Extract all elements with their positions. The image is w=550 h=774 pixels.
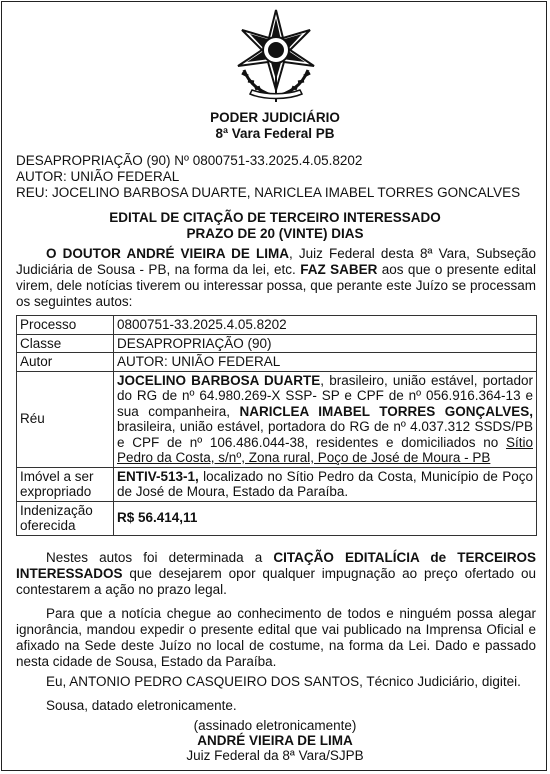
intro-text2: aos que o presente edital virem, dele notícias tiverem ou interessar possa, que perante este Juízo se processam os seguintes autos: bbox=[16, 262, 536, 309]
typist-paragraph bbox=[16, 674, 536, 690]
case-meta-line3: REU: JOCELINO BARBOSA DUARTE, NARICLEA IMABEL TORRES GONCALVES bbox=[16, 185, 521, 200]
reu-value bbox=[114, 371, 537, 467]
para3-text: Eu, ANTONIO PEDRO CASQUEIRO DOS SANTOS, Técnico Judiciário, digitei. bbox=[46, 674, 521, 689]
intro-paragraph bbox=[16, 246, 536, 310]
table-row bbox=[17, 353, 537, 372]
citation-paragraph bbox=[16, 550, 536, 598]
date-paragraph bbox=[16, 698, 536, 714]
edital-document bbox=[1, 1, 547, 771]
para4-text: Sousa, datado eletronicamente. bbox=[46, 698, 237, 713]
processo-label: Processo bbox=[17, 316, 114, 335]
para1-bold: CITAÇÃO EDITALÍCIA de TERCEIROS INTERESSADOS bbox=[16, 550, 536, 581]
publication-paragraph bbox=[16, 606, 536, 670]
reu-address: Sítio Pedro da Costa, s/nº, Zona rural, Poço de José de Moura - PB bbox=[117, 434, 533, 465]
reu-text1: , brasileiro, união estável, portador do RG de nº 64.980.269-X SSP- SP e CPF de nº 056.916.364-13 e sua companheira, bbox=[117, 372, 533, 419]
imovel-text: localizado no Sítio Pedro da Costa, Município de Poço de José de Moura, Estado da Paraíba. bbox=[117, 468, 533, 499]
signature-note: (assinado eletronicamente) bbox=[193, 718, 357, 733]
vara-title: 8ª Vara Federal PB bbox=[215, 126, 335, 141]
judge-name: O DOUTOR ANDRÉ VIEIRA DE LIMA bbox=[46, 246, 290, 261]
imovel-code: ENTIV-513-1, bbox=[117, 468, 199, 484]
table-row bbox=[17, 334, 537, 353]
signature-role: Juiz Federal da 8ª Vara/SJPB bbox=[186, 748, 364, 763]
autor-value: AUTOR: UNIÃO FEDERAL bbox=[114, 353, 537, 372]
imovel-label: Imóvel a ser expropriado bbox=[17, 467, 114, 501]
indenizacao-label: Indenização oferecida bbox=[17, 501, 114, 535]
signature-name: ANDRÉ VIEIRA DE LIMA bbox=[197, 733, 353, 748]
indenizacao-value: R$ 56.414,11 bbox=[114, 501, 537, 535]
classe-value: DESAPROPRIAÇÃO (90) bbox=[114, 334, 537, 353]
table-row bbox=[17, 371, 537, 467]
autor-label: Autor bbox=[17, 353, 114, 372]
case-meta-line2: AUTOR: UNIÃO FEDERAL bbox=[16, 169, 180, 184]
table-row bbox=[17, 467, 537, 501]
para1-text1: Nestes autos foi determinada a bbox=[46, 550, 274, 565]
table-row bbox=[17, 501, 537, 535]
intro-text1: , Juiz Federal desta 8ª Vara, Subseção Judiciária de Sousa - PB, na forma da lei, etc. bbox=[16, 246, 536, 277]
reu-text2: brasileira, união estável, portadora do RG de nº 4.037.312 SSDS/PB e CPF de nº 106.486.044-38, residentes e domiciliados no bbox=[117, 419, 533, 450]
reu-name1: JOCELINO BARBOSA DUARTE bbox=[117, 372, 321, 388]
edital-title: EDITAL DE CITAÇÃO DE TERCEIRO INTERESSADO bbox=[109, 210, 441, 225]
reu-name2: NARICLEA IMABEL TORRES GONÇALVES, bbox=[239, 403, 533, 419]
coat-of-arms-icon bbox=[230, 8, 322, 104]
classe-label: Classe bbox=[17, 334, 114, 353]
case-meta-line1: DESAPROPRIAÇÃO (90) Nº 0800751-33.2025.4.05.8202 bbox=[16, 153, 363, 168]
case-info-table bbox=[16, 315, 537, 536]
imovel-value bbox=[114, 467, 537, 501]
faz-saber: FAZ SABER bbox=[300, 262, 378, 277]
edital-subtitle: PRAZO DE 20 (VINTE) DIAS bbox=[186, 226, 364, 241]
para2-text: Para que a notícia chegue ao conhecimento de todos e ninguém possa alegar ignorância, mandou expedir o presente edital que vai publicado na Imprensa Oficial e afixado na Sede deste Juízo no local de costume, na forma da Lei. Dado e passado nesta cidade de Sousa, Estado da Paraíba. bbox=[16, 606, 536, 669]
para1-text2: que desejarem opor qualquer impugnação ao preço ofertado ou contestarem a ação no prazo legal. bbox=[16, 566, 536, 597]
processo-value: 0800751-33.2025.4.05.8202 bbox=[114, 316, 537, 335]
reu-label: Réu bbox=[17, 371, 114, 467]
table-row bbox=[17, 316, 537, 335]
court-title: PODER JUDICIÁRIO bbox=[210, 110, 340, 125]
